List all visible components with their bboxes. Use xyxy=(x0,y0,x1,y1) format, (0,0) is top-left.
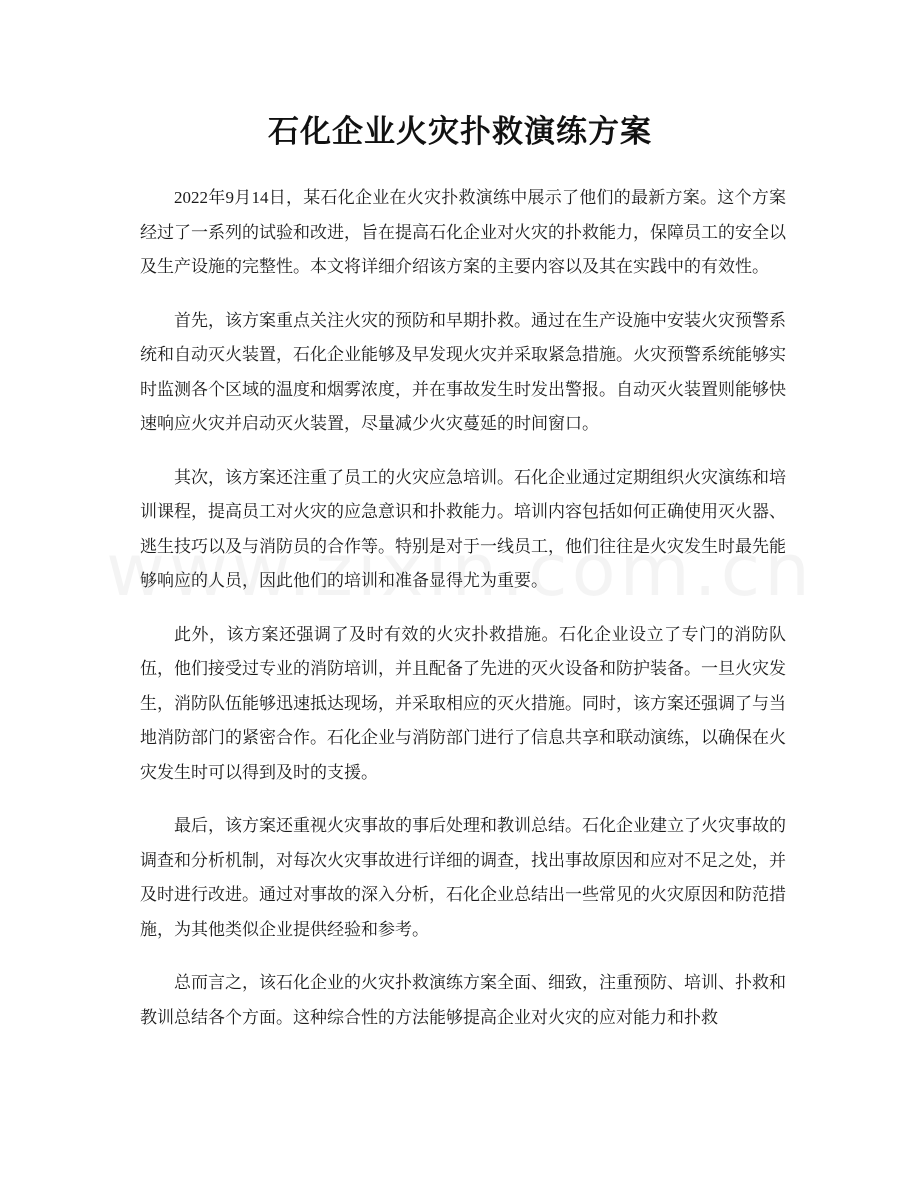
paragraph-intro: 2022年9月14日，某石化企业在火灾扑救演练中展示了他们的最新方案。这个方案经过了一系列的试验和改进，旨在提高石化企业对火灾的扑救能力，保障员工的安全以及生产设施的完整性。本文将详细介绍该方案的主要内容以及其在实践中的有效性。 xyxy=(140,188,786,276)
paragraph-response: 此外，该方案还强调了及时有效的火灾扑救措施。石化企业设立了专门的消防队伍，他们接受过专业的消防培训，并且配备了先进的灭火设备和防护装备。一旦火灾发生，消防队伍能够迅速抵达现场，并采取相应的灭火措施。同时，该方案还强调了与当地消防部门的紧密合作。石化企业与消防部门进行了信息共享和联动演练，以确保在火灾发生时可以得到及时的支援。 xyxy=(140,624,786,782)
document-title: 石化企业火灾扑救演练方案 xyxy=(268,114,652,150)
paragraph-review: 最后，该方案还重视火灾事故的事后处理和教训总结。石化企业建立了火灾事故的调查和分析机制，对每次火灾事故进行详细的调查，找出事故原因和应对不足之处，并及时进行改进。通过对事故的深入分析，石化企业总结出一些常见的火灾原因和防范措施，为其他类似企业提供经验和参考。 xyxy=(140,816,786,939)
paragraph-prevention: 首先，该方案重点关注火灾的预防和早期扑救。通过在生产设施中安装火灾预警系统和自动灭火装置，石化企业能够及早发现火灾并采取紧急措施。火灾预警系统能够实时监测各个区域的温度和烟雾浓度，并在事故发生时发出警报。自动灭火装置则能够快速响应火灾并启动灭火装置，尽量减少火灾蔓延的时间窗口。 xyxy=(140,310,786,433)
paragraph-training: 其次，该方案还注重了员工的火灾应急培训。石化企业通过定期组织火灾演练和培训课程，提高员工对火灾的应急意识和扑救能力。培训内容包括如何正确使用灭火器、逃生技巧以及与消防员的合作等。特别是对于一线员工，他们往往是火灾发生时最先能够响应的人员，因此他们的培训和准备显得尤为重要。 xyxy=(140,467,786,590)
paragraph-conclusion: 总而言之，该石化企业的火灾扑救演练方案全面、细致，注重预防、培训、扑救和教训总结各个方面。这种综合性的方法能够提高企业对火灾的应对能力和扑救 xyxy=(140,973,786,1027)
document-body xyxy=(140,181,786,1054)
